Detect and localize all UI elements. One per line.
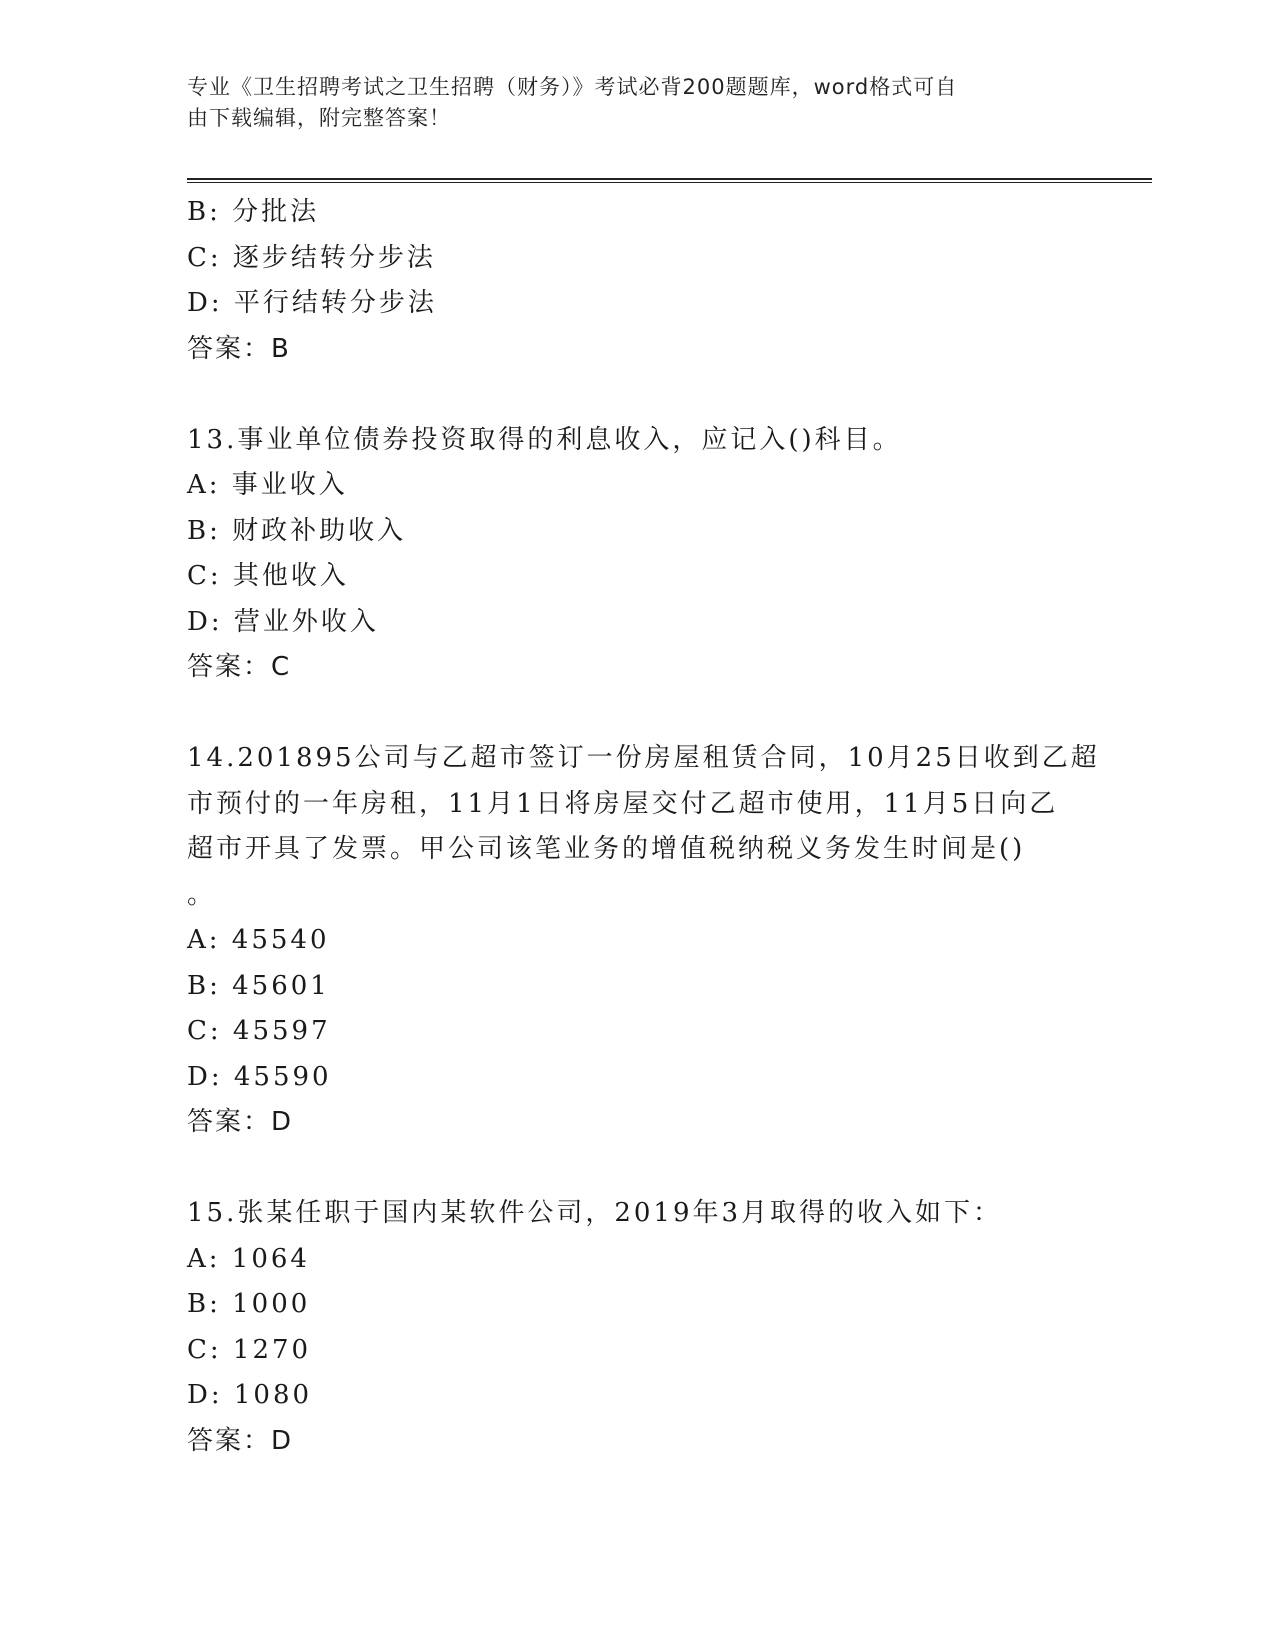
header-divider-thin <box>187 182 1152 183</box>
spacer <box>187 1146 1087 1192</box>
option-a: A: 事业收入 <box>187 470 348 500</box>
spacer <box>187 691 1087 737</box>
option-c: C: 逐步结转分步法 <box>187 242 436 273</box>
question-text-line-3: 超市开具了发票。甲公司该笔业务的增值税纳税义务发生时间是() <box>187 834 1026 864</box>
option-b: B: 45601 <box>187 970 330 1001</box>
question-text-line-2: 市预付的一年房租，11月1日将房屋交付乙超市使用，11月5日向乙 <box>187 788 1059 819</box>
answer-line: 答案：D <box>187 1425 294 1456</box>
option-d: D: 平行结转分步法 <box>187 288 437 318</box>
question-list <box>187 190 1100 1464</box>
question-text: 13.事业单位债券投资取得的利息收入，应记入()科目。 <box>187 424 902 455</box>
option-c: C: 其他收入 <box>187 561 349 591</box>
question-text-line-1: 14.201895公司与乙超市签订一份房屋租赁合同，10月25日收到乙超 <box>187 743 1100 773</box>
option-d: D: 营业外收入 <box>187 606 379 637</box>
option-b: B: 分批法 <box>187 197 320 227</box>
option-a: A: 1064 <box>187 1243 310 1274</box>
document-header <box>187 72 1067 134</box>
question-14 <box>187 736 1100 1146</box>
option-a: A: 45540 <box>187 925 330 955</box>
option-d: D: 1080 <box>187 1380 313 1410</box>
answer-line: 答案：C <box>187 652 292 682</box>
header-divider-thick <box>187 178 1152 180</box>
option-c: C: 1270 <box>187 1334 312 1365</box>
option-b: B: 1000 <box>187 1289 311 1319</box>
spacer <box>187 372 1087 418</box>
question-text: 15.张某任职于国内某软件公司，2019年3月取得的收入如下： <box>187 1198 1003 1228</box>
question-text-line-4: 。 <box>187 879 217 910</box>
answer-line: 答案：D <box>187 1107 294 1137</box>
header-title-line-2: 由下载编辑，附完整答案！ <box>187 106 451 130</box>
option-c: C: 45597 <box>187 1016 331 1046</box>
answer-line: 答案：B <box>187 333 291 364</box>
question-12-partial <box>187 190 1087 372</box>
option-d: D: 45590 <box>187 1061 332 1092</box>
header-title-line-1: 专业《卫生招聘考试之卫生招聘（财务）》考试必背200题题库，word格式可自 <box>187 75 958 99</box>
question-15 <box>187 1191 1087 1464</box>
option-b: B: 财政补助收入 <box>187 515 407 546</box>
question-13 <box>187 418 1087 691</box>
